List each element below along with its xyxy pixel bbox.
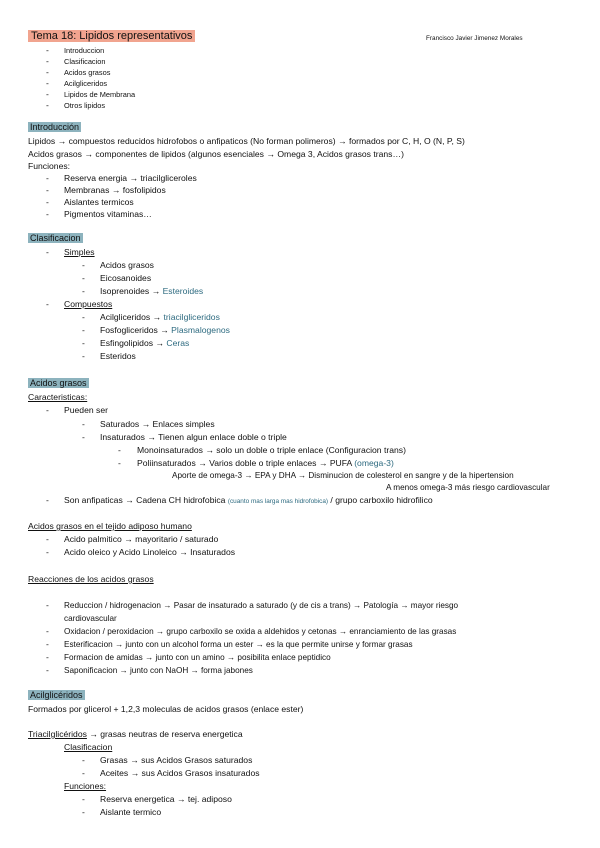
list-item: Pueden ser (64, 405, 108, 415)
toc-item: Acidos grasos (64, 68, 111, 77)
bullet-dash: - (82, 286, 85, 296)
triacil-line: Triacilglicéridos → grasas neutras de reserva energetica (28, 729, 243, 739)
bullet-dash: - (46, 626, 49, 636)
bullet-dash: - (118, 445, 121, 455)
list-item: Reserva energetica → tej. adiposo (100, 794, 232, 804)
bullet-dash: - (82, 807, 85, 817)
bullet-dash: - (46, 299, 49, 309)
section-heading-clasificacion: Clasificacion (30, 233, 81, 243)
list-item: Esfingolipidos → Ceras (100, 338, 190, 348)
page-title: Tema 18: Lipidos representativos (28, 30, 195, 42)
bullet-dash: - (46, 547, 49, 557)
list-item: Eicosanoides (100, 273, 152, 283)
bullet-dash: - (46, 78, 49, 88)
subheading-reacciones: Reacciones de los acidos grasos (28, 574, 154, 584)
bullet-dash: - (46, 100, 49, 110)
list-item: Acido palmitico → mayoritario / saturado (64, 534, 219, 544)
bullet-dash: - (118, 458, 121, 468)
list-item: Saponificacion → junto con NaOH → forma jabones (64, 666, 253, 675)
bullet-dash: - (46, 185, 49, 195)
bullet-dash: - (46, 405, 49, 415)
subheading-compuestos: Compuestos (64, 299, 113, 309)
bullet-dash: - (46, 652, 49, 662)
page-title-wrap (28, 30, 195, 43)
list-item: Pigmentos vitaminas… (64, 209, 152, 219)
list-item: Acido oleico y Acido Linoleico → Insaturados (64, 547, 236, 557)
list-item: Reduccion / hidrogenacion → Pasar de insaturado a saturado (y de cis a trans) → Patología → mayor riesgo (64, 601, 459, 610)
list-item-continuation: cardiovascular (64, 614, 117, 623)
list-item: Acilgliceridos → triacilgliceridos (100, 312, 220, 322)
bullet-dash: - (46, 173, 49, 183)
list-item: Acidos grasos (100, 260, 154, 270)
list-item: Poliinsaturados → Varios doble o triple enlaces → PUFA (omega-3) (137, 458, 394, 468)
bullet-dash: - (82, 325, 85, 335)
bullet-dash: - (46, 197, 49, 207)
bullet-dash: - (46, 89, 49, 99)
list-item: Oxidacion / peroxidacion → grupo carboxilo se oxida a aldehidos y cetonas → enranciamiento de las grasas (64, 627, 457, 636)
bullet-dash: - (46, 639, 49, 649)
bullet-dash: - (82, 260, 85, 270)
section-heading-acilgliceridos: Acilglicéridos (30, 690, 83, 700)
bullet-dash: - (82, 351, 85, 361)
toc-item: Introduccion (64, 46, 105, 55)
list-item: Esterificacion → junto con un alcohol forma un ester → es la que permite unirse y formar grasas (64, 640, 413, 649)
note-line: A menos omega-3 más riesgo cardiovascular (386, 483, 550, 492)
bullet-dash: - (82, 755, 85, 765)
bullet-dash: - (46, 56, 49, 66)
bullet-dash: - (82, 432, 85, 442)
bullet-dash: - (82, 419, 85, 429)
list-item: Formacion de amidas → junto con un amino → posibilita enlace peptidico (64, 653, 331, 662)
intro-line: Lipidos → compuestos reducidos hidrofobos o anfipaticos (No forman polimeros) → formados por C, H, O (N, P, S) (28, 136, 465, 146)
subheading-clasificacion: Clasificacion (64, 742, 113, 752)
note-line: Aporte de omega-3 → EPA y DHA → Disminucion de colesterol en sangre y de la hipertension (172, 471, 514, 480)
subheading-tejido-adiposo: Acidos grasos en el tejido adiposo humano (28, 521, 192, 531)
subheading-caracteristicas: Caracteristicas: (28, 392, 88, 402)
bullet-dash: - (46, 665, 49, 675)
bullet-dash: - (46, 495, 49, 505)
toc-item: Lipidos de Membrana (64, 90, 136, 99)
subheading-simples: Simples (64, 247, 95, 257)
list-item: Grasas → sus Acidos Grasos saturados (100, 755, 253, 765)
intro-line: Acidos grasos → componentes de lipidos (algunos esenciales → Omega 3, Acidos grasos trans…) (28, 149, 404, 159)
bullet-dash: - (82, 794, 85, 804)
list-item: Aislantes termicos (64, 197, 134, 207)
bullet-dash: - (46, 45, 49, 55)
list-item: Aislante termico (100, 807, 162, 817)
list-item: Reserva energia → triacilgliceroles (64, 173, 197, 183)
list-item: Aceites → sus Acidos Grasos insaturados (100, 768, 260, 778)
bullet-dash: - (82, 273, 85, 283)
list-item: Membranas → fosfolipidos (64, 185, 166, 195)
bullet-dash: - (82, 768, 85, 778)
bullet-dash: - (46, 534, 49, 544)
list-item: Esteridos (100, 351, 136, 361)
list-item: Fosfogliceridos → Plasmalogenos (100, 325, 230, 335)
bullet-dash: - (46, 209, 49, 219)
subheading-funciones: Funciones: (64, 781, 107, 791)
bullet-dash: - (82, 338, 85, 348)
bullet-dash: - (46, 600, 49, 610)
author-name: Francisco Javier Jimenez Morales (426, 35, 523, 42)
list-item: Insaturados → Tienen algun enlace doble o triple (100, 432, 287, 442)
paragraph: Formados por glicerol + 1,2,3 moleculas de acidos grasos (enlace ester) (28, 704, 304, 714)
list-item: Son anfipaticas → Cadena CH hidrofobica (cuanto mas larga mas hidrofobica) / grupo carboxilo hidrofilico (64, 495, 433, 505)
toc-item: Otros lipidos (64, 101, 106, 110)
section-heading-acidos-grasos: Acidos grasos (30, 378, 87, 388)
list-item: Isoprenoides → Esteroides (100, 286, 204, 296)
bullet-dash: - (82, 312, 85, 322)
section-heading-introduccion: Introducción (30, 122, 80, 132)
list-item: Monoinsaturados → solo un doble o triple enlace (Configuracion trans) (137, 445, 406, 455)
funciones-label: Funciones: (28, 161, 71, 171)
toc-item: Clasificacion (64, 57, 106, 66)
bullet-dash: - (46, 247, 49, 257)
list-item: Saturados → Enlaces simples (100, 419, 215, 429)
toc-item: Acilgliceridos (64, 79, 108, 88)
bullet-dash: - (46, 67, 49, 77)
